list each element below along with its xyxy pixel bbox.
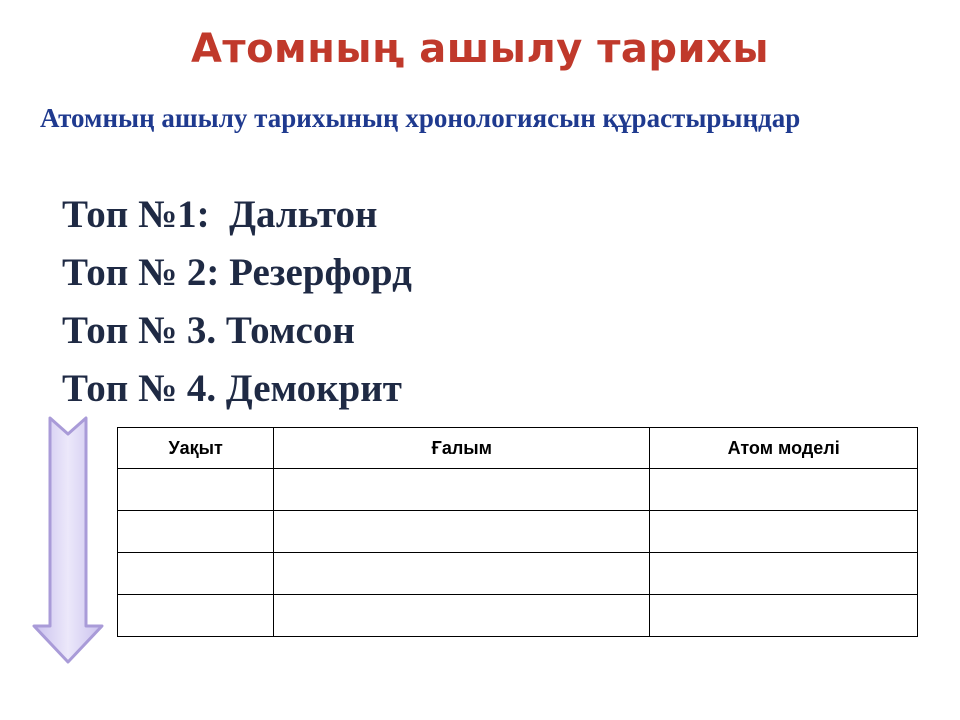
table-cell (274, 595, 650, 637)
down-arrow-shape (34, 418, 102, 662)
table-cell (118, 469, 274, 511)
group-item-2: Топ № 2: Резерфорд (62, 251, 412, 294)
header-atom-model: Атом моделі (650, 428, 918, 469)
table-cell (650, 469, 918, 511)
table-header-row (118, 428, 918, 469)
task-instruction: Атомның ашылу тарихының хронологиясын құрастырыңдар (40, 103, 801, 133)
header-scientist: Ғалым (274, 428, 650, 469)
group-item-3: Топ № 3. Томсон (62, 309, 355, 352)
table-row (118, 595, 918, 637)
group-item-1: Топ №1: Дальтон (62, 193, 378, 236)
table-row (118, 511, 918, 553)
table-cell (650, 595, 918, 637)
table-cell (274, 469, 650, 511)
header-time: Уақыт (118, 428, 274, 469)
group-item-4: Топ № 4. Демокрит (62, 367, 402, 410)
table-cell (274, 553, 650, 595)
table-cell (118, 511, 274, 553)
down-arrow-icon (30, 414, 106, 666)
table-cell (650, 511, 918, 553)
table-cell (118, 595, 274, 637)
table-cell (118, 553, 274, 595)
table-cell (274, 511, 650, 553)
table-cell (650, 553, 918, 595)
group-list (62, 186, 412, 418)
table-row (118, 553, 918, 595)
slide-title: Атомның ашылу тарихы (190, 26, 770, 72)
chronology-table (117, 427, 918, 637)
table-row (118, 469, 918, 511)
